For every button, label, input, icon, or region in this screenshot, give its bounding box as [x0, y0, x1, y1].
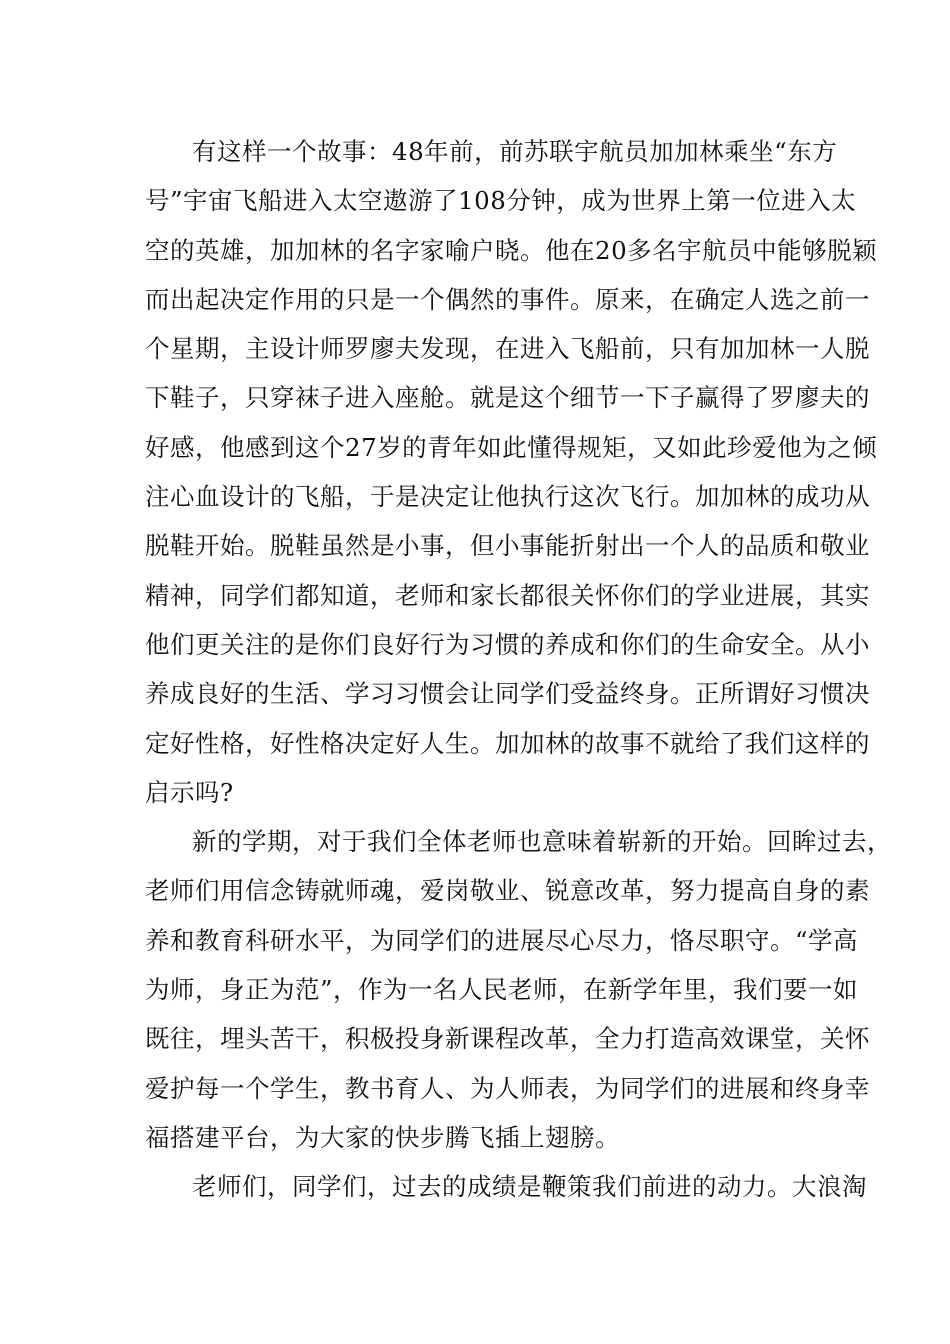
text-line: 既往，埋头苦干，积极投身新课程改革，全力打造高效课堂，关怀: [145, 1024, 870, 1054]
text-line: 而出起决定作用的只是一个偶然的事件。原来，在确定人选之前一: [145, 284, 870, 314]
text-line: 号”宇宙飞船进入太空遨游了108分钟，成为世界上第一位进入太: [145, 186, 857, 216]
text-line: 他们更关注的是你们良好行为习惯的养成和你们的生命安全。从小: [145, 629, 870, 659]
document-body: [145, 127, 892, 1212]
text-line: 精神，同学们都知道，老师和家长都很关怀你们的学业进展，其实: [145, 580, 870, 610]
paragraph-closing: [145, 1162, 867, 1211]
text-line: 有这样一个故事：48年前，前苏联宇航员加加林乘坐“东方: [192, 137, 838, 166]
text-line: 脱鞋开始。脱鞋虽然是小事，但小事能折射出一个人的品质和敬业: [145, 531, 870, 561]
text-line: 福搭建平台，为大家的快步腾飞插上翅膀。: [145, 1122, 620, 1152]
text-line: 养成良好的生活、学习习惯会让同学们受益终身。正所谓好习惯决: [145, 679, 870, 709]
text-line: 为师，身正为范”，作为一名人民老师，在新学年里，我们要一如: [145, 975, 859, 1005]
text-line: 空的英雄，加加林的名字家喻户晓。他在20多名宇航员中能够脱颖: [145, 235, 878, 265]
text-line: 下鞋子，只穿袜子进入座舱。就是这个细节一下子赢得了罗廖夫的: [145, 383, 870, 413]
paragraph-new-semester: [145, 817, 892, 1162]
text-line: 新的学期，对于我们全体老师也意味着崭新的开始。回眸过去，: [192, 827, 892, 857]
text-line: 启示吗?: [145, 777, 234, 807]
text-line: 注心血设计的飞船，于是决定让他执行这次飞行。加加林的成功从: [145, 482, 870, 512]
text-line: 老师们用信念铸就师魂，爱岗敬业、锐意改革，努力提高自身的素: [145, 876, 870, 906]
text-line: 好感，他感到这个27岁的青年如此懂得规矩，又如此珍爱他为之倾: [145, 432, 878, 462]
text-line: 老师们，同学们，过去的成绩是鞭策我们前进的动力。大浪淘: [192, 1172, 867, 1202]
text-line: 定好性格，好性格决定好人生。加加林的故事不就给了我们这样的: [145, 728, 870, 758]
text-line: 个星期，主设计师罗廖夫发现，在进入飞船前，只有加加林一人脱: [145, 334, 870, 364]
text-line: 爱护每一个学生，教书育人、为人师表，为同学们的进展和终身幸: [145, 1073, 870, 1103]
paragraph-gagarin-story: [145, 127, 878, 817]
text-line: 养和教育科研水平，为同学们的进展尽心尽力，恪尽职守。“学高: [145, 925, 859, 955]
